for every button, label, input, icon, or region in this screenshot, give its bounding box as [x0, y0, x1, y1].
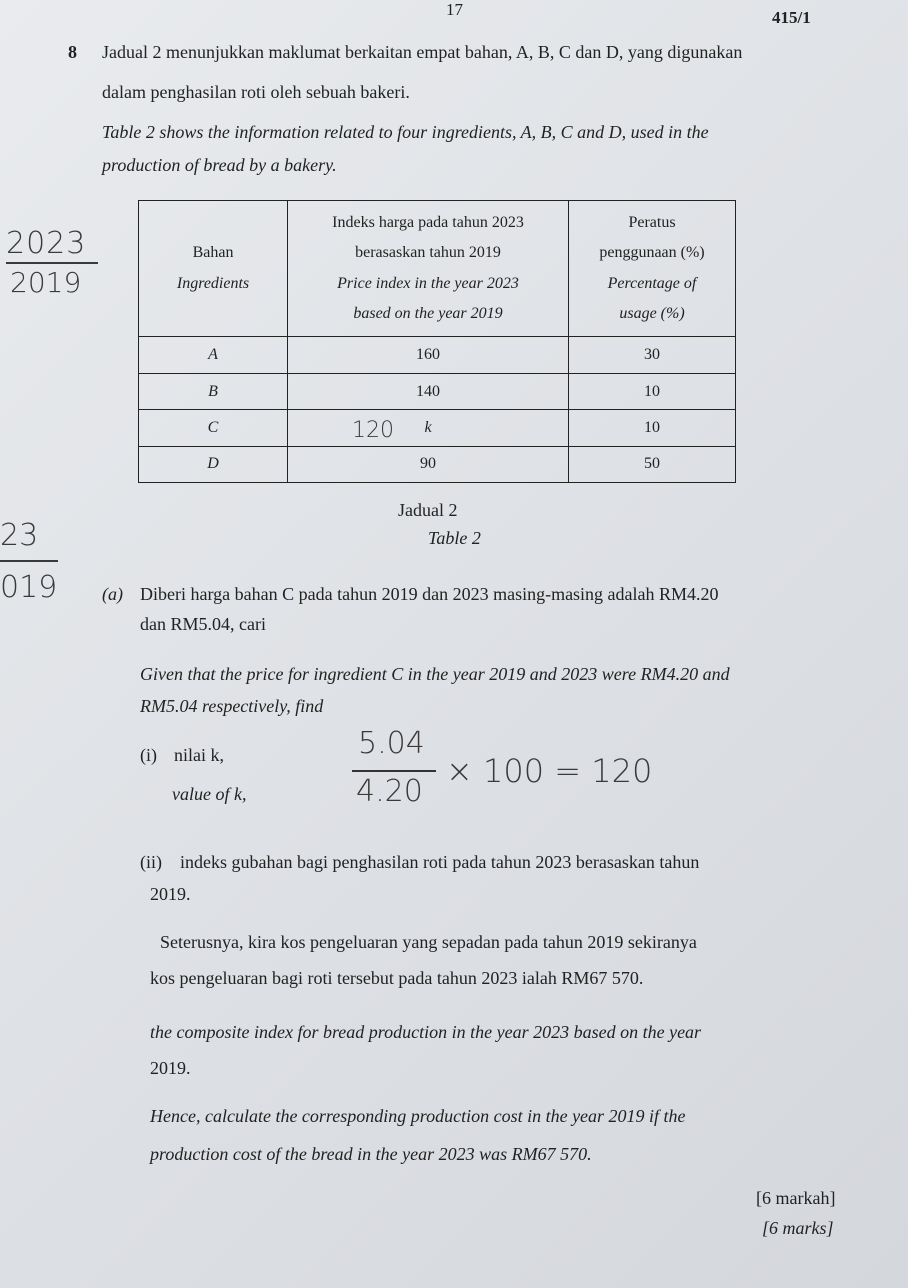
part-a-ms-2: dan RM5.04, cari [140, 614, 266, 634]
header-index-en-2: based on the year 2019 [353, 305, 503, 323]
cell-usage: 10 [569, 410, 736, 446]
part-ii-ms-4: kos pengeluaran bagi roti tersebut pada tahun 2023 ialah RM67 570. [150, 968, 644, 988]
cell-index: 90 [288, 446, 569, 482]
table-row [139, 410, 736, 446]
margin-note-019: 019 [0, 570, 58, 605]
part-a-en-1: Given that the price for ingredient C in the year 2019 and 2023 were RM4.20 and [140, 664, 730, 684]
header-usage-en-2: usage (%) [619, 305, 685, 323]
header-index-ms-1: Indeks harga pada tahun 2023 [332, 213, 524, 231]
margin-fraction-bar [6, 262, 98, 264]
header-index-ms-2: berasaskan tahun 2019 [355, 244, 501, 262]
intro-en-line-1: Table 2 shows the information related to four ingredients, A, B, C and D, used in the [102, 122, 709, 142]
header-usage [569, 201, 736, 337]
margin-note-2023: 2023 [6, 226, 87, 261]
margin-note-23: 23 [0, 518, 39, 553]
table-row [139, 446, 736, 482]
intro-ms-line-1: Jadual 2 menunjukkan maklumat berkaitan empat bahan, A, B, C dan D, yang digunakan [102, 42, 743, 62]
cell-index: 160 [288, 337, 569, 373]
header-usage-ms-2: penggunaan (%) [599, 244, 705, 262]
header-usage-ms-1: Peratus [628, 213, 676, 231]
table-header-row [139, 201, 736, 337]
part-ii-ms-1: indeks gubahan bagi penghasilan roti pada tahun 2023 berasaskan tahun [180, 852, 700, 872]
cell-usage: 30 [569, 337, 736, 373]
part-i-label: (i) [140, 745, 157, 765]
part-a-label: (a) [102, 584, 123, 604]
part-ii-label: (ii) [140, 852, 162, 872]
marks-ms: [6 markah] [756, 1188, 836, 1208]
header-ingredient-en: Ingredients [176, 274, 250, 292]
table-caption-en: Table 2 [428, 528, 481, 548]
part-ii-en-3: Hence, calculate the corresponding production cost in the year 2019 if the [150, 1106, 686, 1126]
table-row [139, 373, 736, 409]
part-i-ms: nilai k, [174, 745, 224, 765]
part-i-en: value of k, [172, 784, 247, 804]
table-row [139, 337, 736, 373]
table-caption-ms: Jadual 2 [398, 500, 458, 520]
handwritten-denominator: 4.20 [356, 774, 423, 809]
part-ii-en-1: the composite index for bread production in the year 2023 based on the year [150, 1022, 702, 1042]
page-number: 17 [446, 0, 463, 19]
cell-index: k [288, 410, 569, 446]
part-a-en-2: RM5.04 respectively, find [140, 696, 324, 716]
header-ingredient [139, 201, 288, 337]
cell-ingredient: C [139, 410, 288, 446]
cell-usage: 10 [569, 373, 736, 409]
handwritten-result: × 100 = 120 [446, 752, 653, 790]
intro-en-line-2: production of bread by a bakery. [102, 155, 337, 175]
part-a-ms-1: Diberi harga bahan C pada tahun 2019 dan 2023 masing-masing adalah RM4.20 [140, 584, 719, 604]
handwritten-k-value: 120 [352, 418, 394, 443]
header-ingredient-ms: Bahan [192, 244, 234, 262]
part-ii-ms-3: Seterusnya, kira kos pengeluaran yang sepadan pada tahun 2019 sekiranya [160, 932, 697, 952]
part-ii-en-2: 2019. [150, 1058, 191, 1078]
part-ii-en-4: production cost of the bread in the year 2023 was RM67 570. [150, 1144, 592, 1164]
part-ii-ms-2: 2019. [150, 884, 191, 904]
handwritten-fraction-bar [352, 770, 436, 772]
question-number: 8 [68, 42, 77, 62]
intro-ms-line-2: dalam penghasilan roti oleh sebuah bakeri. [102, 82, 410, 102]
cell-ingredient: B [139, 373, 288, 409]
ingredient-table [138, 200, 736, 483]
cell-index: 140 [288, 373, 569, 409]
header-price-index [288, 201, 569, 337]
header-index-en-1: Price index in the year 2023 [337, 274, 519, 292]
cell-ingredient: D [139, 446, 288, 482]
cell-ingredient: A [139, 337, 288, 373]
marks-en: [6 marks] [762, 1218, 834, 1238]
margin-fraction-bar-2 [0, 560, 58, 562]
header-usage-en-1: Percentage of [607, 274, 697, 292]
handwritten-numerator: 5.04 [358, 726, 425, 761]
paper-code: 415/1 [772, 8, 811, 27]
cell-usage: 50 [569, 446, 736, 482]
margin-note-2019: 2019 [10, 266, 82, 299]
